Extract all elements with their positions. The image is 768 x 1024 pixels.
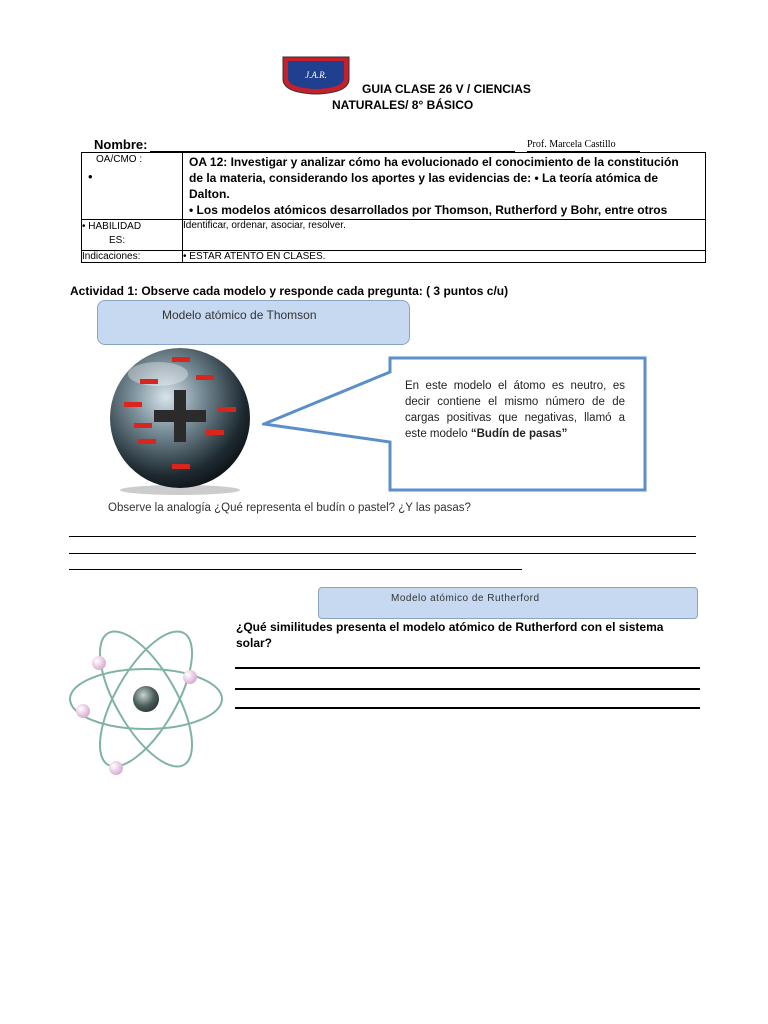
- habilidades-cell: Identificar, ordenar, asociar, resolver.: [183, 220, 706, 251]
- oa-label-cell: [82, 153, 183, 220]
- rutherford-title-box: [318, 587, 698, 619]
- info-table: [81, 152, 706, 263]
- oa-content-cell: [183, 153, 706, 220]
- rutherford-question: ¿Qué similitudes presenta el modelo atómico de Rutherford con el sistema solar?: [236, 620, 664, 650]
- indicaciones-text: • ESTAR ATENTO EN CLASES.: [183, 251, 706, 263]
- oa-line1: Investigar y analizar cómo ha evolucionado el conocimiento de la constitución: [227, 155, 679, 169]
- answer-line-6[interactable]: [235, 707, 700, 709]
- oa-line2: de la materia, considerando los aportes y las evidencias de: • La teoría atómica de: [189, 171, 659, 185]
- thomson-atom-illustration: [100, 346, 260, 496]
- table-row-indicaciones: [82, 251, 706, 263]
- thomson-callout-text: En este modelo el átomo es neutro, es decir contiene el mismo número de de cargas positivas que negativas, llamó a este modelo “Budín de pasas”: [405, 380, 625, 440]
- logo-text: J.A.R.: [305, 70, 327, 80]
- table-row-oa: [82, 153, 706, 220]
- budin-de-pasas: “Budín de pasas”: [470, 428, 568, 440]
- school-logo: [281, 55, 351, 95]
- table-row-habilidades: [82, 220, 706, 251]
- rutherford-title: Modelo atómico de Rutherford: [391, 593, 540, 604]
- oa-bullet: •: [88, 169, 93, 184]
- rutherford-atom-illustration: [66, 622, 228, 780]
- oa-label: OA/CMO :: [96, 154, 143, 165]
- answer-line-4[interactable]: [235, 667, 700, 669]
- answer-line-1[interactable]: [69, 536, 696, 537]
- thomson-title: Modelo atómico de Thomson: [162, 308, 317, 322]
- habilidad-label-cell: [82, 220, 183, 251]
- actividad-1-title: Actividad 1: Observe cada modelo y responde cada pregunta: ( 3 puntos c/u): [70, 284, 509, 298]
- habilidad-label-2: ES:: [109, 235, 126, 246]
- oa-code: OA 12:: [189, 155, 228, 169]
- page-title-line1: GUIA CLASE 26 V / CIENCIAS: [362, 82, 531, 96]
- answer-line-3[interactable]: [69, 569, 522, 570]
- answer-line-2[interactable]: [69, 553, 696, 554]
- page-title-line2: NATURALES/ 8° BÁSICO: [332, 98, 474, 112]
- answer-line-5[interactable]: [235, 688, 700, 690]
- oa-line3: Dalton.: [189, 187, 230, 201]
- indicaciones-label: Indicaciones:: [82, 251, 183, 263]
- thomson-title-box: [97, 300, 410, 345]
- oa-line4: • Los modelos atómicos desarrollados por Thomson, Rutherford y Bohr, entre otros: [189, 203, 668, 217]
- nombre-label: Nombre:: [94, 137, 148, 152]
- teacher-name: Prof. Marcela Castillo: [527, 139, 616, 150]
- thomson-question: Observe la analogía ¿Qué representa el budín o pastel? ¿Y las pasas?: [108, 502, 471, 514]
- habilidad-label-1: • HABILIDAD: [82, 221, 142, 232]
